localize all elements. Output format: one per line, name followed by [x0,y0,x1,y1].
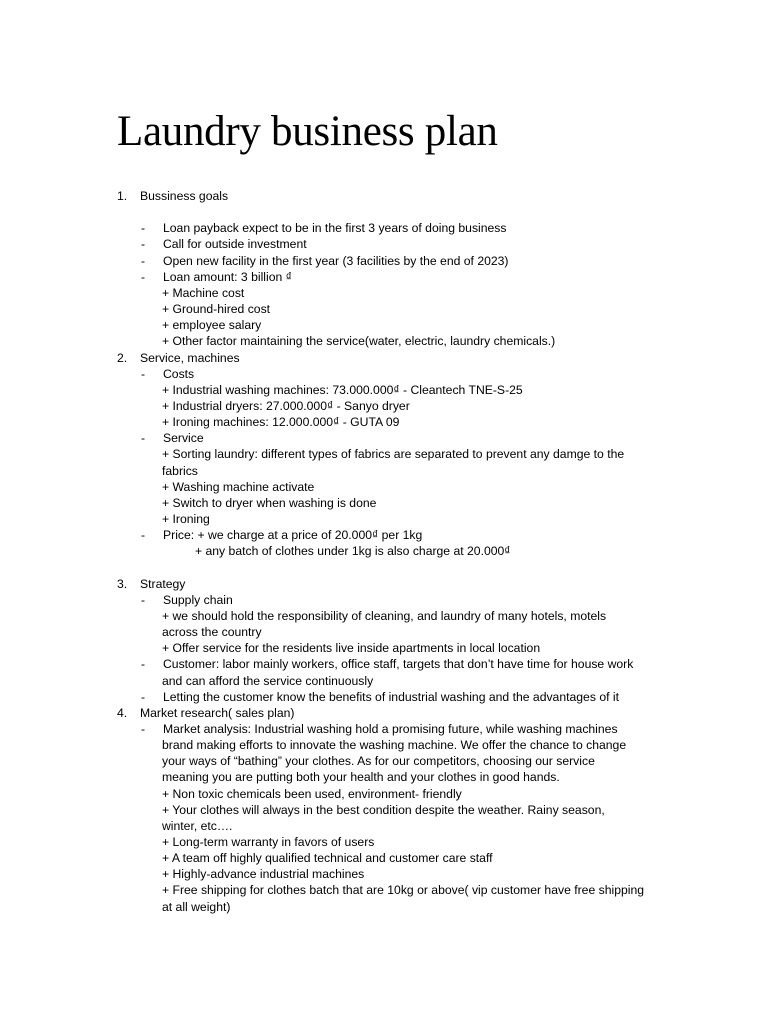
line-text: + Long-term warranty in favors of users [162,835,375,849]
line-text: + Your clothes will always in the best condition despite the weather. Rainy season, [162,802,605,817]
bullet-dash: - [141,253,146,268]
line-text: Market research( sales plan) [140,705,295,720]
bullet-dash: - [141,528,146,543]
line-text: Costs [163,366,195,381]
line-text: + Offer service for the residents live inside apartments in local location [162,641,541,656]
line-text: your ways of “bathing” your clothes. As for our competitors, choosing our service [162,754,595,769]
line-text: + Switch to dryer when washing is done [162,495,377,510]
bullet-dash: - [141,221,146,236]
line-text: + Machine cost [162,285,245,300]
list-number: 4. [117,705,128,720]
line-text: + Washing machine activate [162,479,315,494]
line-text: + Free shipping for clothes batch that are 10kg or above( vip customer have free shipping [162,883,645,898]
line-text: Supply chain [163,592,233,607]
line-text: Service, machines [140,350,240,365]
line-text: Strategy [140,576,186,591]
bullet-dash: - [141,366,146,381]
bullet-dash: - [141,689,146,704]
line-text: + Highly-advance industrial machines [162,867,365,882]
line-text: Open new facility in the first year (3 facilities by the end of 2023) [163,253,509,268]
line-text: + Industrial dryers: 27.000.000₫ - Sanyo dryer [162,398,410,413]
line-text: meaning you are putting both your health and your clothes in good hands. [162,770,560,785]
line-text: Letting the customer know the benefits of industrial washing and the advantages of it [163,689,619,704]
line-text: + any batch of clothes under 1kg is also charge at 20.000₫ [195,544,511,559]
line-text: + Sorting laundry: different types of fabrics are separated to prevent any damge to the [162,447,625,462]
line-text: + Industrial washing machines: 73.000.000₫ - Cleantech TNE-S-25 [162,382,523,397]
bullet-dash: - [141,237,146,252]
bullet-dash: - [141,431,146,446]
line-text: Customer: labor mainly workers, office staff, targets that don’t have time for house work [163,657,634,672]
line-text: + Ironing [162,512,210,526]
line-text: at all weight) [162,899,231,914]
line-text: + Non toxic chemicals been used, environment- friendly [162,786,462,801]
line-text: + we should hold the responsibility of cleaning, and laundry of many hotels, motels [162,608,607,623]
line-text: + Other factor maintaining the service(water, electric, laundry chemicals.) [162,334,556,349]
line-text: Call for outside investment [163,237,307,252]
line-text: + Ground-hired cost [162,302,271,317]
line-text: winter, etc…. [162,818,233,833]
list-number: 1. [117,189,128,203]
bullet-dash: - [141,269,146,284]
line-text: and can afford the service continuously [162,673,374,688]
line-text: + A team off highly qualified technical and customer care staff [162,851,493,866]
list-number: 3. [117,576,128,591]
line-text: Bussiness goals [140,189,229,203]
line-text: brand making efforts to innovate the washing machine. We offer the chance to change [162,738,627,753]
line-text: Loan payback expect to be in the first 3 years of doing business [163,221,507,236]
line-text: Market analysis: Industrial washing hold a promising future, while washing machines [163,721,618,736]
list-number: 2. [117,350,128,365]
document-title: Laundry business plan [117,108,498,155]
bullet-dash: - [141,592,146,607]
line-text: fabrics [162,463,198,478]
bullet-dash: - [141,657,146,672]
line-text: Loan amount: 3 billion ₫ [163,269,292,284]
line-text: Price: + we charge at a price of 20.000₫ per 1kg [163,528,423,543]
bullet-dash: - [141,721,146,736]
line-text: + Ironing machines: 12.000.000₫ - GUTA 09 [162,415,400,430]
line-text: Service [163,431,204,446]
line-text: + employee salary [162,318,262,333]
line-text: across the country [162,625,262,640]
